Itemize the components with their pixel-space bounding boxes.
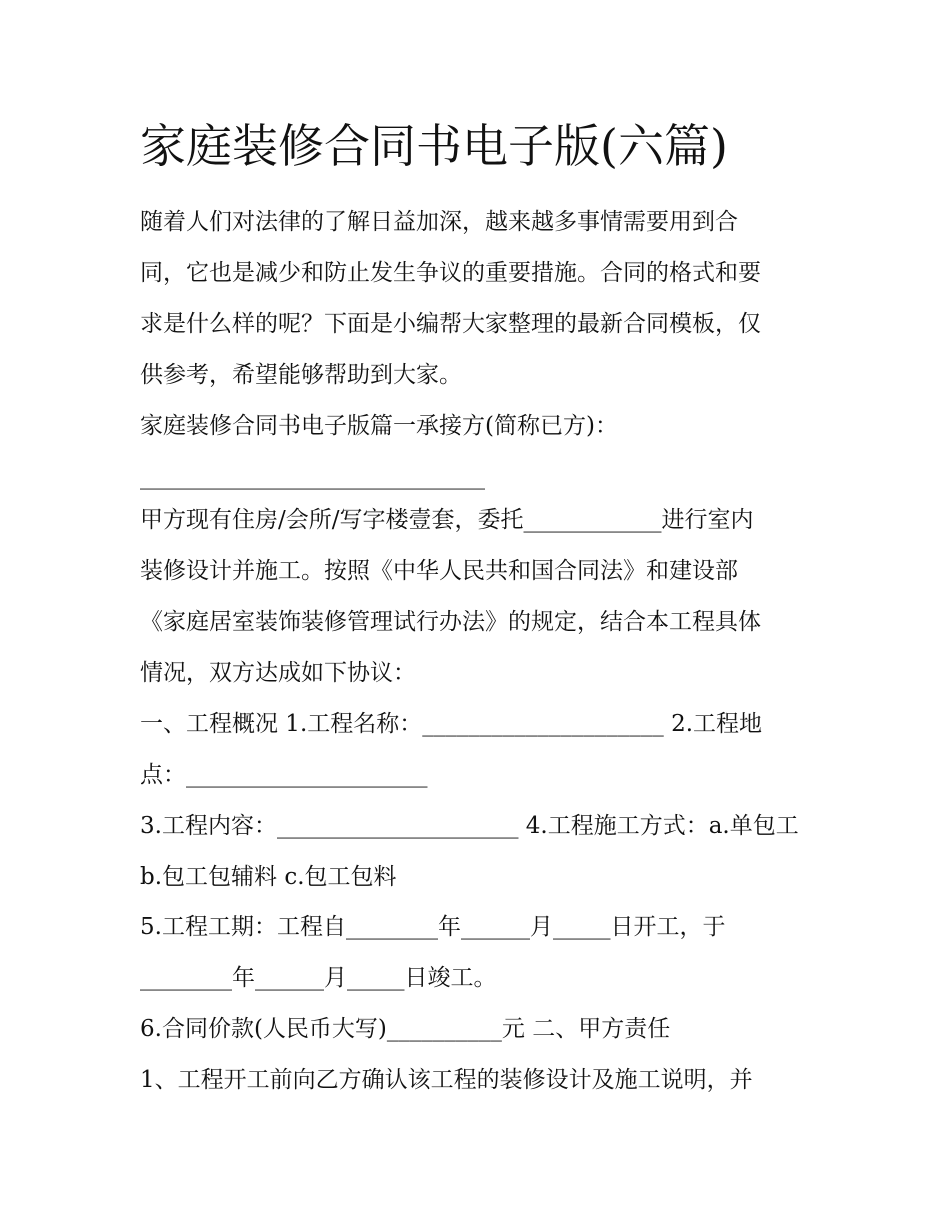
body-line-2: 同，它也是减少和防止发生争议的重要措施。合同的格式和要 — [140, 260, 761, 286]
body-line-6: 甲方现有住房/会所/写字楼壹套，委托____________进行室内 — [140, 507, 754, 533]
body-line-5: 家庭装修合同书电子版篇一承接方(简称已方)： — [140, 413, 618, 439]
body-line-10: 一、工程概况 1.工程名称：_____________________ 2.工程地 — [140, 711, 763, 737]
body-line-7: 装修设计并施工。按照《中华人民共和国合同法》和建设部 — [140, 558, 738, 584]
body-line-13: b.包工包辅料 c.包工包料 — [140, 864, 397, 890]
body-line-9: 情况，双方达成如下协议： — [140, 660, 416, 686]
body-line-4: 供参考，希望能够帮助到大家。 — [140, 362, 462, 388]
body-line-15: ________年______月_____日竣工。 — [140, 965, 497, 991]
body-line-1: 随着人们对法律的了解日益加深，越来越多事情需要用到合 — [140, 209, 738, 235]
blank-line-1: ______________________________ — [140, 464, 485, 490]
body-line-17: 1、工程开工前向乙方确认该工程的装修设计及施工说明，并 — [140, 1067, 753, 1093]
body-line-14: 5.工程工期：工程自________年______月_____日开工，于 — [140, 914, 726, 940]
body-line-12: 3.工程内容：_____________________ 4.工程施工方式：a.单包工 — [140, 813, 799, 839]
document-title: 家庭装修合同书电子版(六篇) — [140, 119, 728, 173]
body-line-16: 6.合同价款(人民币大写)__________元 二、甲方责任 — [140, 1016, 671, 1042]
body-line-3: 求是什么样的呢？下面是小编帮大家整理的最新合同模板，仅 — [140, 311, 761, 337]
body-line-8: 《家庭居室装饰装修管理试行办法》的规定，结合本工程具体 — [140, 609, 761, 635]
body-line-11: 点：_____________________ — [140, 762, 428, 788]
